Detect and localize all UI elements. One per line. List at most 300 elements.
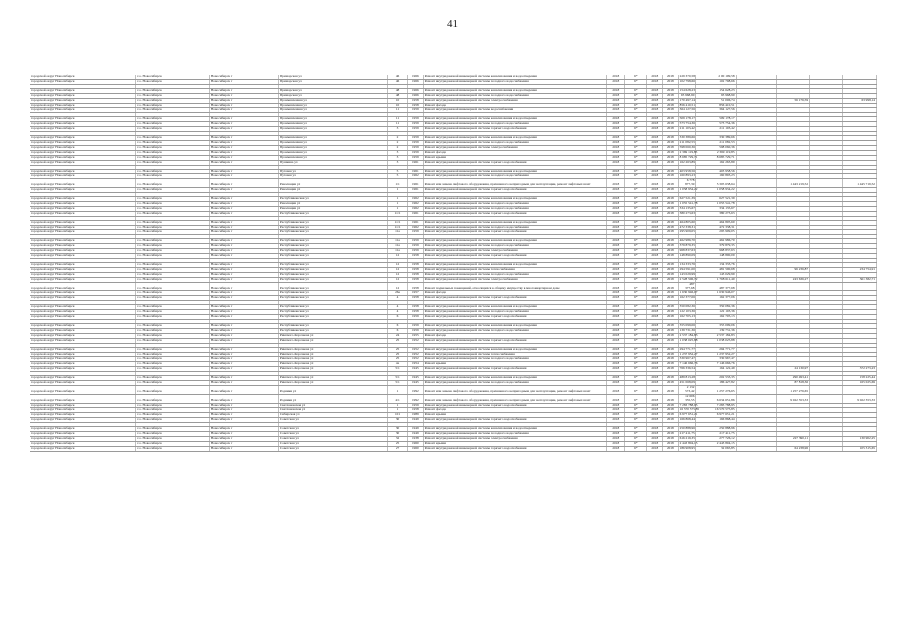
cell-house-number: 1 [388,188,408,193]
cell-start-year: 2018 [647,315,663,320]
cell-street: Римского-Корсакова ул [278,367,387,372]
cell-total-cost: 330 389,66 [679,135,695,140]
cell-total-cost: 380 273,63 [679,210,695,215]
cell-end-year: 2018 [663,347,679,352]
cell-work-type: Ремонт внутридомовой инженерной системы горячего водоснабжения [423,367,607,372]
cell-municipality: городской округ Новосибирск [30,244,136,249]
cell-total-cost: 1 630 946,07 [679,290,698,295]
cell-municipal-unit: г.о. Новосибирск [136,211,210,216]
cell-plan-year: 2018 [607,150,625,155]
cell-cost-fund: 16 570 575,85 [696,408,736,413]
cell-street: Промышленная ул [278,145,387,150]
cell-plan-year: 2018 [607,277,625,282]
cell-street: Светлановская ул [278,408,387,413]
cell-end-year: 2018 [663,272,679,277]
cell-cost-fund: 2 369 119,85 [696,150,736,155]
cell-total-cost: 364 127,56 [679,107,695,112]
cell-plan-year: 2018 [607,315,625,320]
cell-start-year: 2018 [647,408,663,413]
cell-end-year: 2018 [663,394,679,403]
cell-house-number: 46 [388,79,408,84]
cell-end-year: 2018 [663,291,679,296]
cell-cost-fund: 481 590,68 [696,267,736,272]
cell-plan-year: 2018 [607,169,625,174]
table-row [30,394,877,403]
cell-work-type: Ремонт внутридомовой инженерной системы холодного водоснабжения [423,122,607,127]
cell-start-year: 2018 [647,155,663,160]
cell-municipal-unit: г.о. Новосибирск [136,197,210,202]
cell-total-cost: 143 029,99 [679,271,695,276]
cell-work-type: Ремонт внутридомовой инженерной системы холодного водоснабжения [423,357,607,362]
cell-locality: Новосибирск г [209,249,278,254]
cell-work-type: Ремонт внутридомовой инженерной системы холодного водоснабжения [423,93,607,98]
cell-cost-fund: 856 410,51 [696,103,736,108]
cell-build-year: 1957 [408,291,424,296]
cell-house-number: 1 [388,408,408,413]
cell-locality: Новосибирск г [209,201,278,206]
cell-cost-fund: 2 443 804,15 [696,441,736,446]
cell-cost-region [736,282,776,291]
cell-build-year: 1966 [408,75,424,79]
cell-work-type: Ремонт внутридомовой инженерной системы горячего водоснабжения [423,403,607,408]
cell-municipality: городской округ Новосибирск [30,174,136,179]
cell-house-number: 4 [388,305,408,310]
cell-plan-year: 2018 [607,244,625,249]
cell-municipality: городской округ Новосибирск [30,437,136,442]
cell-street: Советская ул [278,437,387,442]
cell-end-year: 2018 [663,323,679,328]
cell-municipality: городской округ Новосибирск [30,267,136,272]
cell-work-type: Ремонт фасада [423,150,607,155]
cell-build-year: 1959 [408,108,424,113]
cell-cost-fund: 968 837,63 [696,249,736,254]
cell-end-year: 2018 [663,446,679,451]
cell-build-year: 1959 [408,230,424,235]
cell-mark: 6* [625,427,647,432]
cell-mark: 6* [625,315,647,320]
cell-work-type: Ремонт внутридомовой инженерной системы холодного водоснабжения [423,140,607,145]
cell-municipal-unit: г.о. Новосибирск [136,108,210,113]
cell-build-year: 1959 [408,127,424,132]
cell-house-number: 12 [388,254,408,259]
cell-total-cost: 2 369 119,85 [679,149,698,154]
cell-locality: Новосибирск г [209,188,278,193]
cell-plan-year: 2018 [607,188,625,193]
cell-end-year: 2018 [663,169,679,174]
cell-municipal-unit: г.о. Новосибирск [136,357,210,362]
cell-street: Республиканская ул [278,225,387,230]
cell-municipal-unit: г.о. Новосибирск [136,117,210,122]
cell-municipality: городской округ Новосибирск [30,277,136,282]
cell-cost-fund: 211 082,53 [696,140,736,145]
cell-end-year: 2018 [663,413,679,418]
cell-mark: 6* [625,254,647,259]
cell-work-type: Ремонт фасада [423,333,607,338]
cell-house-number: 5/1 [388,376,408,381]
cell-plan-year: 2018 [607,103,625,108]
cell-total-cost: 334 135,67 [679,205,695,210]
cell-total-cost: 379 879,35 [679,243,695,248]
cell-municipal-unit: г.о. Новосибирск [136,220,210,225]
cell-house-number: 27 [388,446,408,451]
cell-build-year: 1958 [408,282,424,291]
cell-street: Республиканская ул [278,282,387,291]
cell-mark: 6* [625,408,647,413]
cell-municipal-unit: г.о. Новосибирск [136,403,210,408]
cell-municipality: городской округ Новосибирск [30,305,136,310]
cell-end-year: 2018 [663,230,679,235]
cell-municipality: городской округ Новосибирск [30,179,136,188]
cell-municipal-unit: г.о. Новосибирск [136,179,210,188]
cell-cost-fund: 1 058 934,22 [696,188,736,193]
cell-total-cost: 93 968,90 [678,93,696,98]
cell-cost-fund: 162 377,06 [696,296,736,301]
cell-total-cost: 122 103,36 [679,309,695,314]
cell-locality: Новосибирск г [209,136,278,141]
cell-build-year: 1959 [408,145,424,150]
cell-house-number: 12 [388,277,408,282]
cell-municipal-unit: г.о. Новосибирск [136,291,210,296]
cell-house-number: 4 [388,296,408,301]
cell-municipality: городской округ Новосибирск [30,418,136,423]
cell-cost-fund: 380 273,63 [696,211,736,216]
cell-start-year: 2018 [647,220,663,225]
cell-municipality: городской округ Новосибирск [30,136,136,141]
cell-cost-other: 105 315,65 [843,446,877,451]
cell-work-type: Ремонт внутридомовой инженерной системы горячего водоснабжения [423,127,607,132]
cell-end-year: 2018 [663,155,679,160]
cell-street: Республиканская ул [278,267,387,272]
cell-total-cost: 472 338,31 [679,224,695,229]
cell-total-cost: 217 411,75 [679,431,695,436]
cell-street: Республиканская ул [278,254,387,259]
cell-municipality: городской округ Новосибирск [30,310,136,315]
cell-street: Римского-Корсакова ул [278,347,387,352]
cell-work-type: Ремонт или замена лифтового оборудования, признанного непригодным для эксплуатации, ремонт лифтовых шахт [423,179,607,188]
cell-locality: Новосибирск г [209,103,278,108]
cell-cost-fund: 143 029,99 [696,272,736,277]
cell-cost-other: 1 445 719,52 [843,179,877,188]
cell-municipality: городской округ Новосибирск [30,328,136,333]
cell-municipal-unit: г.о. Новосибирск [136,333,210,338]
cell-municipality: городской округ Новосибирск [30,408,136,413]
cell-cost-fund: 102 798,66 [696,79,736,84]
cell-mark: 6* [625,155,647,160]
cell-cost-fund: 6 634 651,86 [696,394,736,403]
cell-street: Советская ул [278,418,387,423]
cell-mark: 6* [625,117,647,122]
cell-work-type: Ремонт фасада [423,408,607,413]
cell-start-year: 2018 [647,117,663,122]
cell-total-cost: 16 570 575,85 [679,407,700,412]
cell-plan-year: 2018 [607,201,625,206]
cell-cost-fund: 330 967,47 [696,357,736,362]
cell-build-year: 1992 [408,385,424,394]
cell-house-number: 5/1 [388,367,408,372]
cell-total-cost: 2 528 506,72 [679,276,698,281]
cell-cost-fund: 509 178,17 [696,117,736,122]
cell-street: Промышленная ул [278,103,387,108]
cell-start-year: 2018 [647,328,663,333]
cell-mark: 6* [625,160,647,165]
cell-municipality: городской округ Новосибирск [30,381,136,386]
cell-cost-region [736,446,776,451]
cell-locality: Новосибирск г [209,230,278,235]
cell-cost-fund: 472 338,31 [696,225,736,230]
cell-municipal-unit: г.о. Новосибирск [136,249,210,254]
cell-total-cost: 166 868,44 [679,417,695,422]
cell-locality: Новосибирск г [209,328,278,333]
cell-street: Республиканская ул [278,305,387,310]
cell-start-year: 2018 [647,169,663,174]
cell-locality: Новосибирск г [209,179,278,188]
cell-mark: 6* [625,211,647,216]
cell-house-number: 11 [388,122,408,127]
cell-end-year: 2018 [663,127,679,132]
cell-total-cost: 170 497,14 [679,97,695,102]
cell-work-type: Ремонт внутридомовой инженерной системы горячего водоснабжения [423,338,607,343]
cell-locality: Новосибирск г [209,376,278,381]
cell-mark: 6* [625,75,647,79]
cell-build-year: 1959 [408,155,424,160]
cell-locality: Новосибирск г [209,403,278,408]
cell-build-year: 1959 [408,136,424,141]
cell-mark: 6* [625,239,647,244]
cell-end-year: 2018 [663,136,679,141]
cell-municipal-unit: г.о. Новосибирск [136,188,210,193]
cell-start-year: 2018 [647,441,663,446]
cell-house-number: 4/1 [388,394,408,403]
cell-street: Промышленная ул [278,122,387,127]
cell-build-year: 1959 [408,249,424,254]
cell-build-year: 1959 [408,117,424,122]
cell-street: Римского-Корсакова ул [278,357,387,362]
cell-work-type: Ремонт внутридомовой инженерной системы теплоснабжения [423,267,607,272]
cell-cost-fund: 1 055 541,78 [696,201,736,206]
cell-municipal-unit: г.о. Новосибирск [136,239,210,244]
cell-locality: Новосибирск г [209,291,278,296]
cell-total-cost: 573 754,36 [679,121,695,126]
cell-work-type: Ремонт внутридомовой инженерной системы горячего водоснабжения [423,418,607,423]
cell-total-cost: 154 628,23 [679,87,695,92]
cell-plan-year: 2018 [607,117,625,122]
cell-street: Республиканская ул [278,249,387,254]
cell-plan-year: 2018 [607,145,625,150]
cell-house-number: 48 [388,88,408,93]
cell-house-number: 10 [388,103,408,108]
cell-start-year: 2018 [647,79,663,84]
cell-start-year: 2018 [647,188,663,193]
cell-cost-fund: 250 888,96 [696,427,736,432]
cell-cost-fund: 1 237 952,27 [696,352,736,357]
cell-mark: 6* [625,140,647,145]
cell-end-year: 2018 [663,179,679,188]
cell-locality: Новосибирск г [209,225,278,230]
cell-municipal-unit: г.о. Новосибирск [136,93,210,98]
cell-work-type: Ремонт внутридомовой инженерной системы горячего водоснабжения [423,446,607,451]
cell-locality: Новосибирск г [209,315,278,320]
cell-build-year: 1959 [408,328,424,333]
cell-plan-year: 2018 [607,230,625,235]
cell-mark: 6* [625,418,647,423]
cell-plan-year: 2018 [607,127,625,132]
cell-cost-fund: 164 122,49 [696,367,736,372]
cell-start-year: 2018 [647,333,663,338]
cell-build-year: 1958 [408,310,424,315]
cell-municipality: городской округ Новосибирск [30,347,136,352]
cell-plan-year: 2018 [607,338,625,343]
cell-municipal-unit: г.о. Новосибирск [136,160,210,165]
cell-start-year: 2018 [647,249,663,254]
cell-house-number: 6 [388,323,408,328]
cell-work-type: Ремонт внутридомовой инженерной системы холодного водоснабжения [423,328,607,333]
cell-locality: Новосибирск г [209,211,278,216]
cell-plan-year: 2018 [607,328,625,333]
cell-start-year: 2018 [647,239,663,244]
cell-municipal-unit: г.о. Новосибирск [136,88,210,93]
cell-end-year: 2018 [663,150,679,155]
cell-end-year: 2018 [663,145,679,150]
cell-end-year: 2018 [663,244,679,249]
cell-municipality: городской округ Новосибирск [30,117,136,122]
cell-cost-fund: 211 103,42 [696,127,736,132]
cell-work-type: Ремонт внутридомовой инженерной системы холодного водоснабжения [423,225,607,230]
cell-total-cost: 2 132 573,42 [678,385,696,394]
cell-plan-year: 2018 [607,441,625,446]
cell-cost-owners [810,446,843,451]
cell-locality: Новосибирск г [209,155,278,160]
cell-municipality: городской округ Новосибирск [30,225,136,230]
cell-total-cost: 7 283 788,95 [679,402,698,407]
cell-start-year: 2018 [647,432,663,437]
cell-municipal-unit: г.о. Новосибирск [136,437,210,442]
cell-locality: Новосибирск г [209,362,278,367]
cell-cost-fund: 355 099,06 [696,323,736,328]
cell-municipal-unit: г.о. Новосибирск [136,103,210,108]
cell-locality: Новосибирск г [209,357,278,362]
cell-locality: Новосибирск г [209,282,278,291]
cell-house-number: 12 [388,282,408,291]
cell-start-year: 2018 [647,75,663,79]
cell-mark: 6* [625,296,647,301]
cell-municipality: городской округ Новосибирск [30,357,136,362]
cell-build-year: 1962 [408,225,424,230]
cell-start-year: 2018 [647,310,663,315]
cell-house-number: 11/1 [388,211,408,216]
cell-start-year: 2018 [647,267,663,272]
cell-start-year: 2018 [647,206,663,211]
cell-mark: 6* [625,201,647,206]
cell-street: Сибирская ул [278,413,387,418]
cell-end-year: 2018 [663,197,679,202]
cell-plan-year: 2018 [607,220,625,225]
cell-build-year: 1961 [408,220,424,225]
cell-municipality: городской округ Новосибирск [30,367,136,372]
cell-mark: 6* [625,394,647,403]
cell-end-year: 2018 [663,437,679,442]
cell-street: Республиканская ул [278,244,387,249]
cell-start-year: 2018 [647,230,663,235]
cell-street: Римского-Корсакова ул [278,381,387,386]
cell-locality: Новосибирск г [209,169,278,174]
table-body [30,75,877,451]
cell-cost-fund: 379 879,35 [696,244,736,249]
cell-house-number: 2 [388,145,408,150]
cell-cost-fund: 32 065,85 [696,446,736,451]
cell-total-cost: 250 888,96 [679,426,695,431]
cell-work-type: Ремонт внутридомовой инженерной системы теплоснабжения [423,352,607,357]
cell-locality: Новосибирск г [209,239,278,244]
cell-build-year: 1958 [408,98,424,103]
cell-municipal-unit: г.о. Новосибирск [136,323,210,328]
cell-cost-other: 9 022 353,33 [843,394,877,403]
cell-build-year: 1961 [408,160,424,165]
cell-municipality: городской округ Новосибирск [30,315,136,320]
cell-total-cost: 162 705,13 [679,314,695,319]
cell-work-type: Ремонт внутридомовой инженерной системы холодного водоснабжения [423,310,607,315]
cell-start-year: 2018 [647,296,663,301]
page-number: 41 [447,18,458,30]
cell-house-number: 12 [388,267,408,272]
cell-house-number: 5 [388,169,408,174]
cell-municipality: городской округ Новосибирск [30,206,136,211]
cell-build-year: 1949 [408,432,424,437]
cell-house-number: 3 [388,155,408,160]
cell-mark: 6* [625,127,647,132]
cell-cost-fund: 1 768 611,40 [696,277,736,282]
cell-cost-local: 87 818,36 [776,381,809,386]
cell-house-number: 2 [388,140,408,145]
cell-work-type: Ремонт внутридомовой инженерной системы горячего водоснабжения [423,230,607,235]
cell-street: Римского-Корсакова ул [278,338,387,343]
cell-municipality: городской округ Новосибирск [30,155,136,160]
cell-house-number: 12 [388,272,408,277]
cell-house-number: 11а [388,230,408,235]
cell-plan-year: 2018 [607,249,625,254]
cell-municipal-unit: г.о. Новосибирск [136,441,210,446]
cell-municipal-unit: г.о. Новосибирск [136,127,210,132]
cell-end-year: 2018 [663,254,679,259]
cell-total-cost: 1 058 934,22 [679,187,698,192]
cell-street: Республиканская ул [278,197,387,202]
cell-locality: Новосибирск г [209,385,278,394]
cell-mark: 6* [625,93,647,98]
cell-total-cost: 162 377,06 [679,295,695,300]
cell-start-year: 2018 [647,160,663,165]
cell-street: Промышленная ул [278,140,387,145]
cell-street: Родники ул [278,385,387,394]
cell-house-number: 25 [388,441,408,446]
cell-plan-year: 2018 [607,155,625,160]
cell-house-number: 4 [388,310,408,315]
cell-municipal-unit: г.о. Новосибирск [136,338,210,343]
cell-build-year: 1959 [408,150,424,155]
cell-house-number: 11а [388,239,408,244]
cell-street: Промышленная ул [278,127,387,132]
cell-municipality: городской округ Новосибирск [30,291,136,296]
cell-total-cost: 160 893,23 [679,173,695,178]
cell-plan-year: 2018 [607,432,625,437]
cell-total-cost: 294 771,77 [679,346,695,351]
cell-locality: Новосибирск г [209,408,278,413]
cell-build-year: 1962 [408,206,424,211]
table-row [30,385,877,394]
cell-cost-local: 24 130,97 [776,367,809,372]
cell-municipal-unit: г.о. Новосибирск [136,296,210,301]
cell-municipality: городской округ Новосибирск [30,220,136,225]
cell-end-year: 2018 [663,174,679,179]
cell-total-cost: 211 082,53 [679,139,695,144]
